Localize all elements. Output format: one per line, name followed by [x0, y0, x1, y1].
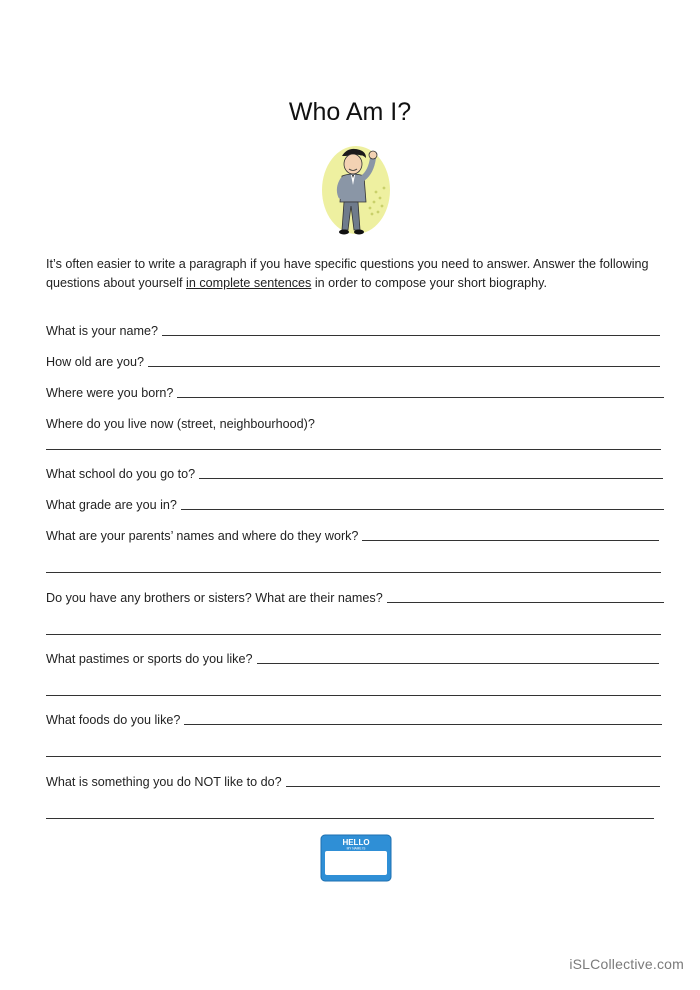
question-label: What pastimes or sports do you like?	[46, 652, 253, 666]
answer-line[interactable]	[46, 572, 661, 573]
question-foods	[46, 713, 662, 727]
answer-line[interactable]	[199, 467, 663, 479]
question-label: What grade are you in?	[46, 498, 177, 512]
question-label: Do you have any brothers or sisters? What are their names?	[46, 591, 383, 605]
answer-line[interactable]	[148, 355, 660, 367]
question-age	[46, 355, 660, 369]
question-live	[46, 417, 660, 431]
page-title: Who Am I?	[288, 98, 412, 126]
question-dislike	[46, 775, 660, 789]
intro-underlined-text: in complete sentences	[186, 276, 312, 290]
answer-line[interactable]	[362, 529, 659, 541]
question-label: What school do you go to?	[46, 467, 196, 481]
answer-line[interactable]	[177, 386, 664, 398]
answer-line[interactable]	[286, 775, 660, 787]
badge-hello-text: HELLO	[342, 838, 370, 847]
intro-text-end: in order to compose your short biography.	[311, 276, 548, 290]
answer-line[interactable]	[257, 652, 660, 664]
answer-line[interactable]	[46, 695, 661, 696]
question-label: Where were you born?	[46, 386, 174, 400]
answer-line[interactable]	[46, 449, 661, 450]
answer-line[interactable]	[387, 591, 664, 603]
question-pastimes	[46, 652, 659, 666]
question-parents	[46, 529, 659, 543]
question-label: What is something you do NOT like to do?	[46, 775, 282, 789]
question-label: What are your parents’ names and where do they work?	[46, 529, 359, 543]
question-label: How old are you?	[46, 355, 145, 369]
question-school	[46, 467, 663, 481]
question-grade	[46, 498, 664, 512]
question-siblings	[46, 591, 664, 605]
name-tag-sticker-icon	[320, 834, 392, 882]
answer-line[interactable]	[181, 498, 664, 510]
intro-text-start: It’s often easier to write a paragraph if you have specific questions you need to answer. Answer the following questions about yourself	[46, 257, 649, 290]
watermark: iSLCollective.com	[569, 956, 684, 972]
answer-line[interactable]	[184, 713, 662, 725]
answer-line[interactable]	[46, 756, 661, 757]
question-label: What is your name?	[46, 324, 158, 338]
badge-subtitle-text: MY NAME IS	[346, 846, 366, 851]
question-label: Where do you live now (street, neighbourhood)?	[46, 417, 315, 431]
answer-line[interactable]	[46, 818, 654, 819]
question-born	[46, 386, 664, 400]
question-label: What foods do you like?	[46, 713, 181, 727]
answer-line[interactable]	[46, 634, 661, 635]
question-name	[46, 324, 660, 338]
answer-line[interactable]	[162, 324, 660, 336]
